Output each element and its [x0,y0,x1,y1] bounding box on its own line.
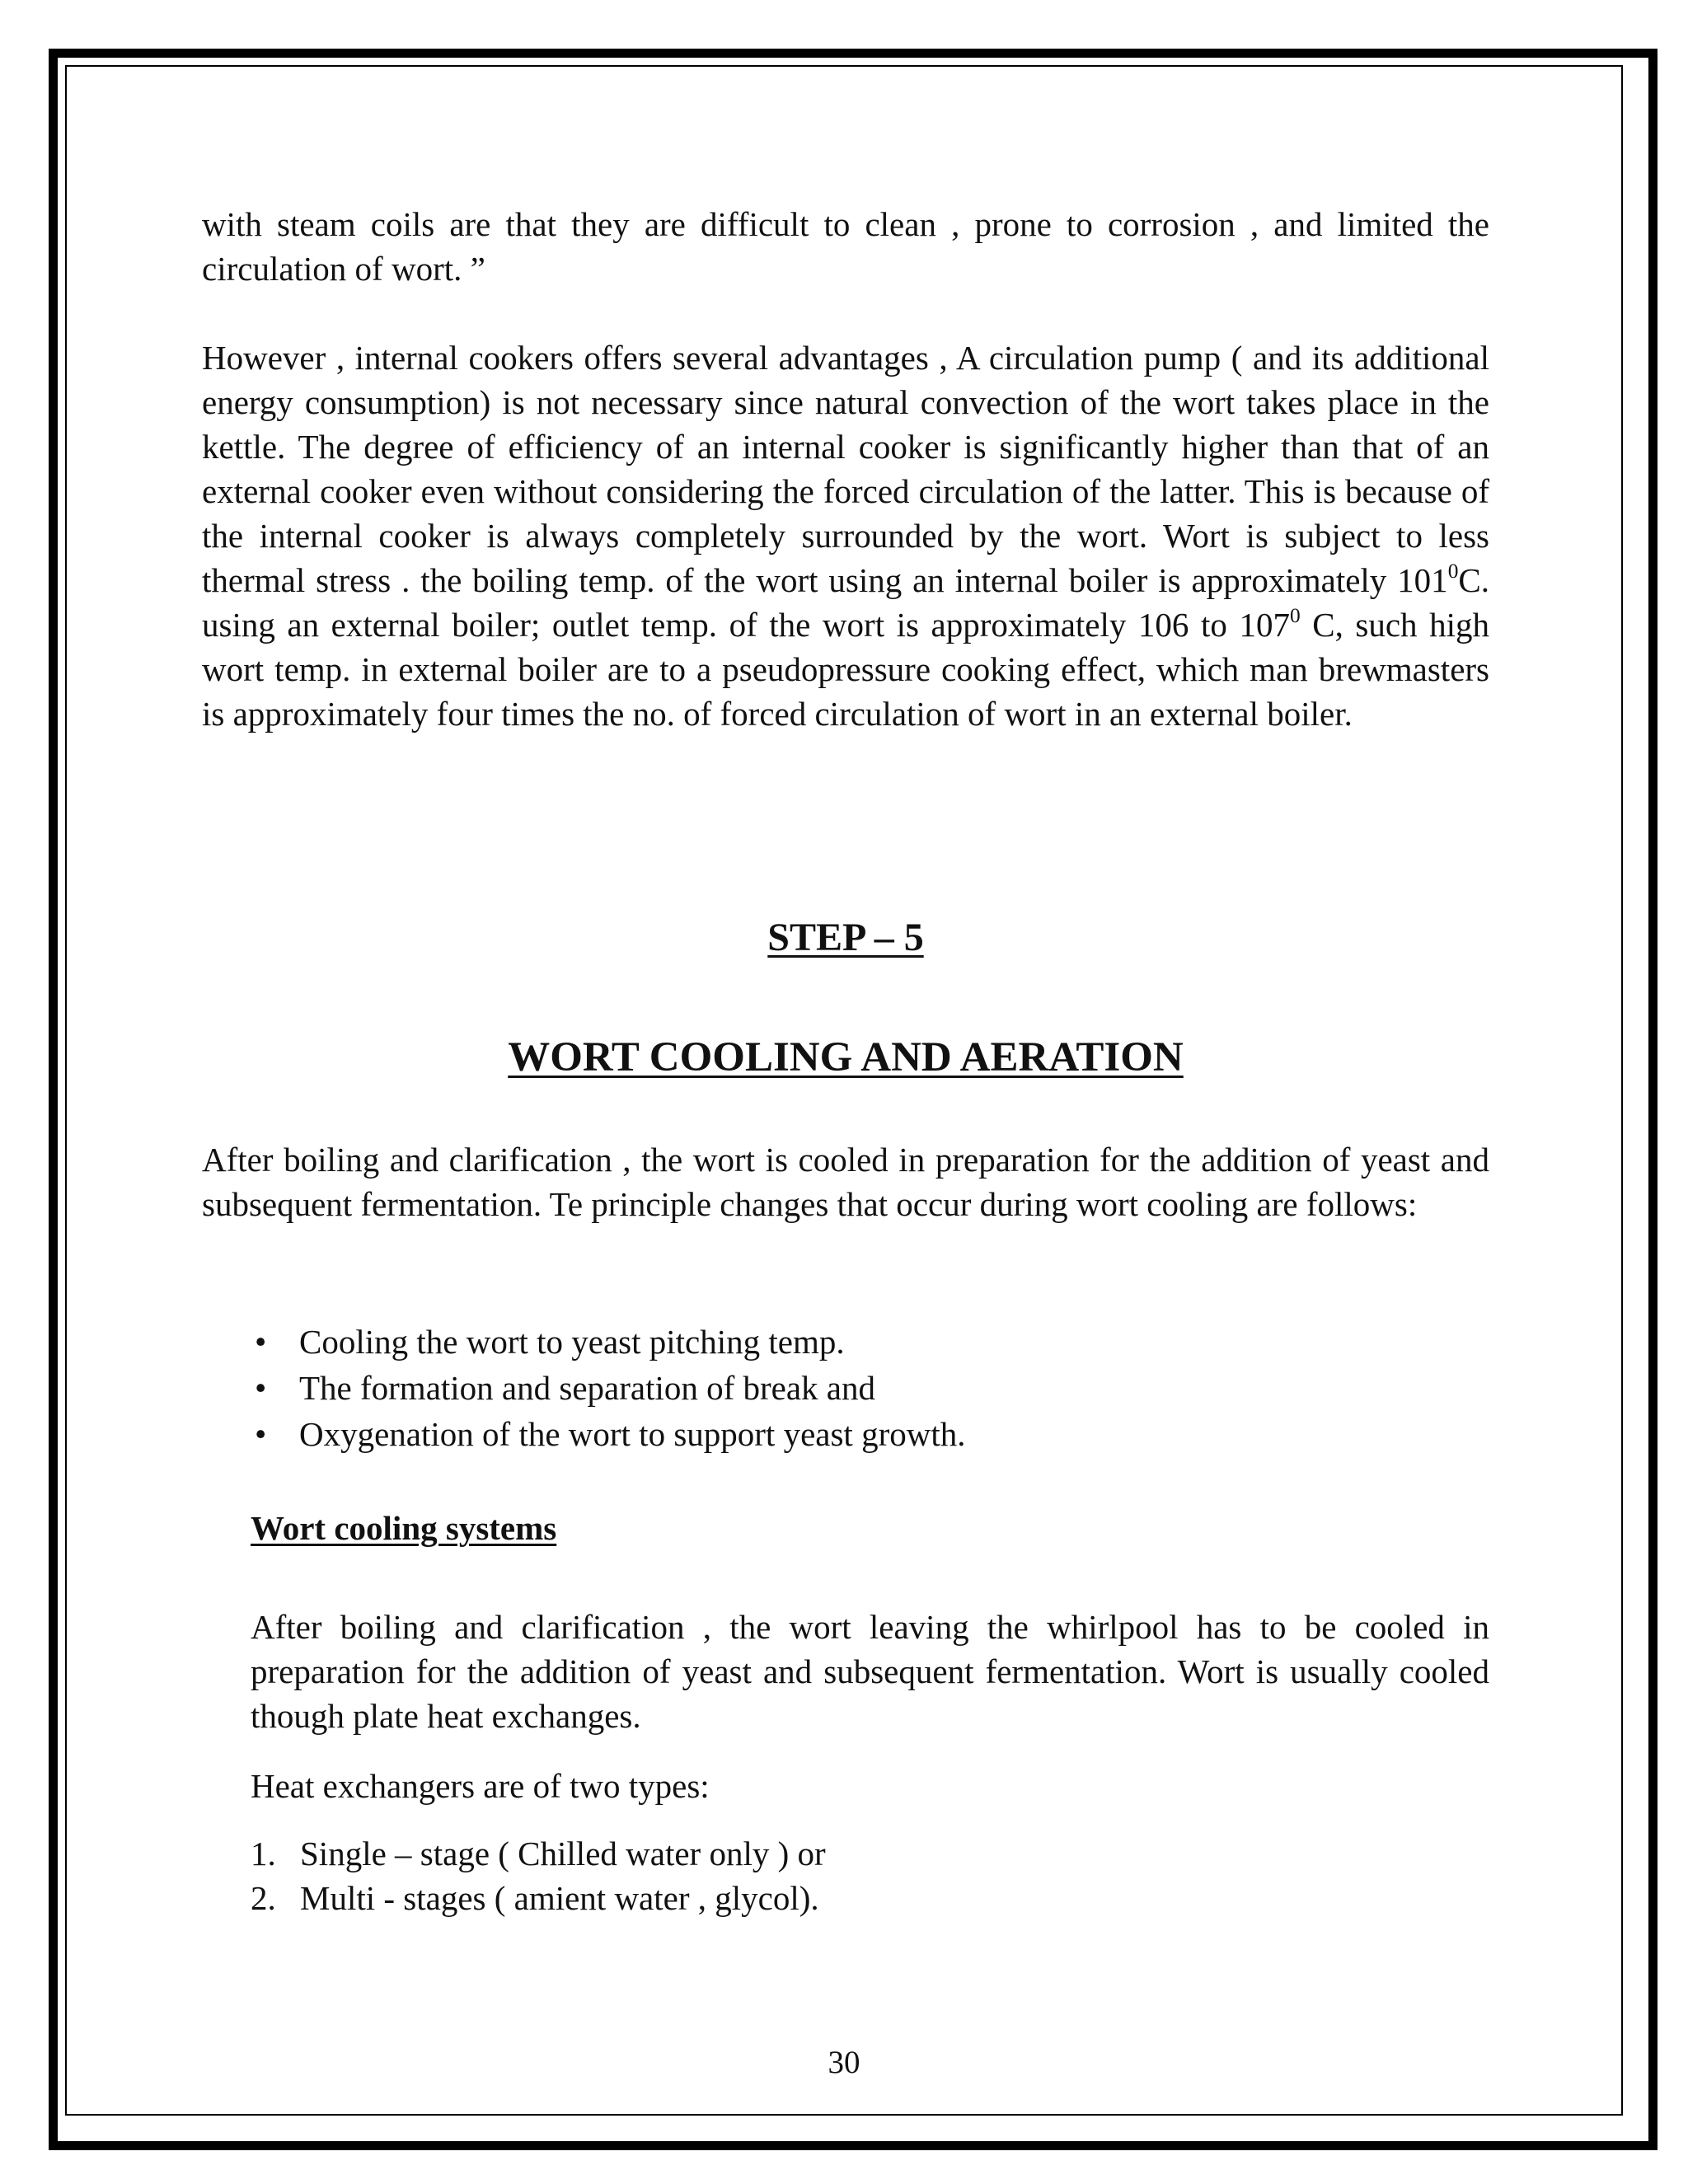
paragraph-internal-cookers-part-a: However , internal cookers offers several advantages , A circulation pump ( and its additional energy consumption) is not necessary since natural convection of the wort takes place in the kettle. The degree of efficiency of an internal cooker is significantly higher than that of an external cooker even without considering the forced circulation of the latter. This is because of the internal cooker is always completely surrounded by the wort. Wort is subject to less thermal stress . the boiling temp. of the wort using an internal boiler is approximately 101 [202,339,1489,599]
item-number: 1. [251,1835,276,1872]
section-heading: WORT COOLING AND AERATION [508,1034,1184,1080]
numbered-list [251,1831,1489,1920]
paragraph-whirlpool-cooling: After boiling and clarification , the wort leaving the whirlpool has to be cooled in preparation for the addition of yeast and subsequent fermentation. Wort is usually cooled though plate heat exchanges. [251,1608,1489,1735]
step-heading: STEP – 5 [767,916,924,959]
paragraph-wort-cooled: After boiling and clarification , the wort is cooled in preparation for the addition of yeast and subsequent fermentation. Te principle changes that occur during wort cooling are follows: [202,1141,1489,1223]
bullet-icon: • [255,1369,267,1407]
subsection-heading: Wort cooling systems [251,1509,557,1547]
item-number: 2. [251,1879,276,1917]
bullet-icon: • [255,1323,267,1361]
paragraph-internal-cookers-part-c: C, such high wort temp. in external boiler are to a pseudopressure cooking effect, which man brewmasters is approximately four times the no. of forced circulation of wort in an external boiler. [202,606,1489,733]
page-number: 30 [828,2045,860,2080]
superscript-degree-2: 0 [1289,604,1301,628]
bullet-icon: • [255,1415,267,1453]
item-text: Single – stage ( Chilled water only ) or [300,1835,826,1872]
numbered-item [251,1831,1489,1876]
item-text: Multi - stages ( amient water , glycol). [300,1879,819,1917]
numbered-item [251,1876,1489,1920]
superscript-degree-1: 0 [1447,560,1459,583]
paragraph-internal-cookers-part-b: C. using an external boiler; outlet temp. of the wort is approximately 106 to 107 [202,561,1489,644]
paragraph-internal-cookers [202,335,1489,736]
paragraph-steam-coils: with steam coils are that they are difficult to clean , prone to corrosion , and limited the circulation of wort. ” [202,205,1489,288]
bullet-item [202,1319,1489,1365]
bullet-text: The formation and separation of break and [299,1369,876,1407]
bullet-list [202,1319,1489,1457]
bullet-item [202,1411,1489,1457]
bullet-item [202,1365,1489,1411]
paragraph-heat-exchanger-types: Heat exchangers are of two types: [251,1767,710,1805]
bullet-text: Cooling the wort to yeast pitching temp. [299,1323,845,1361]
bullet-text: Oxygenation of the wort to support yeast growth. [299,1415,966,1453]
